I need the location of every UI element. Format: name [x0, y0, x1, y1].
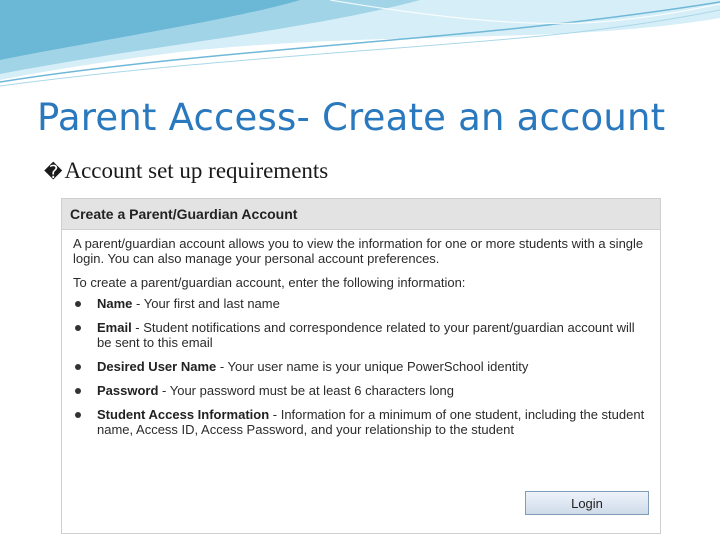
bullet-line: [44, 158, 328, 184]
bullet-dot-icon: [75, 364, 81, 370]
bullet-dot-icon: [75, 412, 81, 418]
panel-intro: A parent/guardian account allows you to view the information for one or more students with a single login. You can also manage your personal account preferences.: [73, 236, 644, 266]
requirement-term: Student Access Information: [97, 407, 270, 422]
requirement-desc: - Your user name is your unique PowerSchool identity: [216, 359, 529, 374]
bullet-glyph: �: [44, 162, 63, 182]
requirement-term: Email: [97, 320, 132, 335]
requirement-item: [73, 407, 648, 437]
header-swoosh-decoration: [0, 0, 720, 95]
bullet-dot-icon: [75, 301, 81, 307]
requirement-item: [73, 296, 648, 311]
requirement-term: Desired User Name: [97, 359, 217, 374]
panel-lead: To create a parent/guardian account, enter the following information:: [73, 275, 466, 290]
panel-header: Create a Parent/Guardian Account: [62, 199, 660, 230]
slide-title: Parent Access- Create an account: [37, 96, 666, 139]
create-account-panel: [61, 198, 661, 534]
requirements-list: [73, 296, 648, 437]
requirement-term: Password: [97, 383, 159, 398]
requirement-desc: - Your first and last name: [132, 296, 280, 311]
requirement-desc: - Your password must be at least 6 characters long: [158, 383, 454, 398]
bullet-dot-icon: [75, 388, 81, 394]
login-button[interactable]: Login: [525, 491, 649, 515]
bullet-text: Account set up requirements: [64, 158, 329, 183]
panel-body: [62, 230, 660, 437]
requirement-term: Name: [97, 296, 133, 311]
requirement-item: [73, 320, 648, 350]
requirement-desc: - Information for a minimum of one student, including the student name, Access ID, Access Password, and your relationship to the student: [97, 407, 645, 437]
requirement-desc: - Student notifications and correspondence related to your parent/guardian account will be sent to this email: [97, 320, 635, 350]
requirement-item: [73, 359, 648, 374]
requirement-item: [73, 383, 648, 398]
bullet-dot-icon: [75, 325, 81, 331]
